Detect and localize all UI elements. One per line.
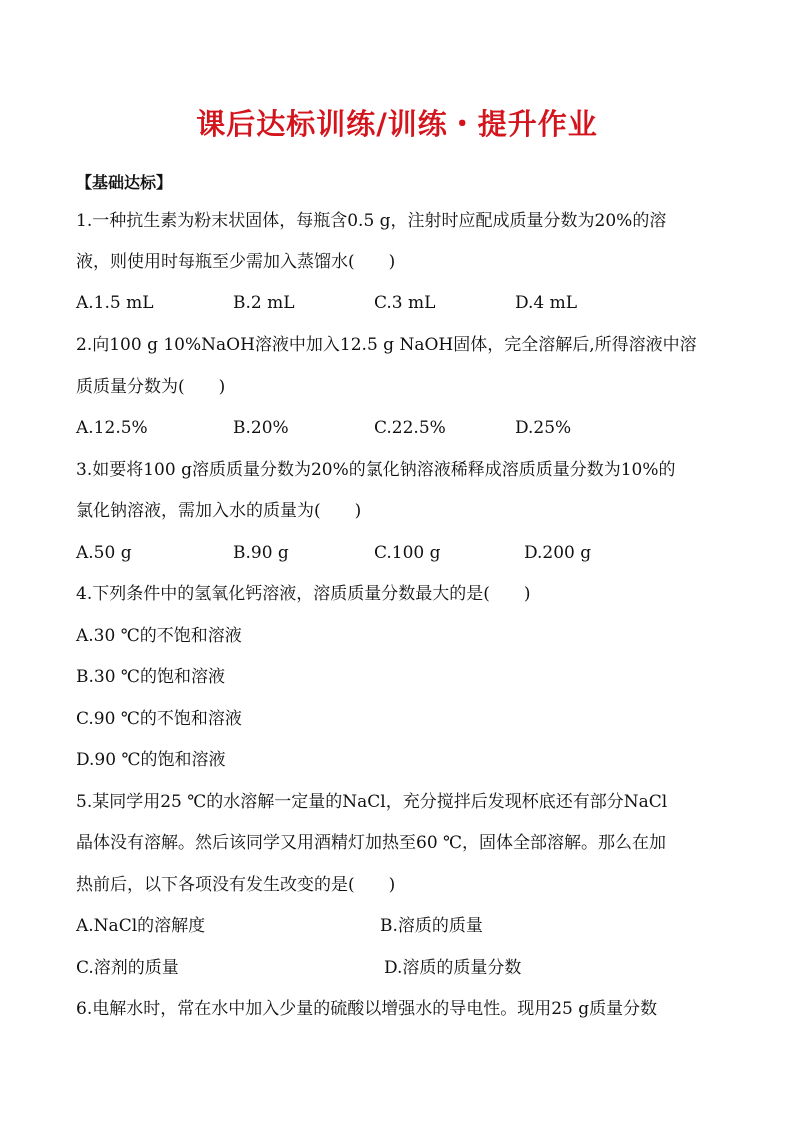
q4-option-c: C.90 ℃的不饱和溶液 [76, 709, 242, 729]
q4-option-d: D.90 ℃的饱和溶液 [76, 750, 226, 770]
q2-option-a: A.12.5% [76, 418, 148, 438]
question-2-line-1: 2.向100 g 10%NaOH溶液中加入12.5 g NaOH固体，完全溶解后,所得溶液中溶 [76, 335, 697, 355]
q3-option-a: A.50 g [76, 543, 132, 563]
q2-option-c: C.22.5% [374, 418, 446, 438]
q3-option-c: C.100 g [374, 543, 441, 563]
page-title: 课后达标训练/训练・提升作业 [196, 107, 598, 141]
q3-option-b: B.90 g [233, 543, 289, 563]
q5-option-c: C.溶剂的质量 [76, 958, 179, 978]
q4-option-b: B.30 ℃的饱和溶液 [76, 667, 225, 687]
q2-option-b: B.20% [233, 418, 289, 438]
q5-option-a: A.NaCl的溶解度 [76, 916, 206, 936]
q1-option-c: C.3 mL [374, 293, 436, 313]
q5-option-b: B.溶质的质量 [380, 916, 483, 936]
q1-option-d: D.4 mL [515, 293, 578, 313]
question-6-line-1: 6.电解水时，常在水中加入少量的硫酸以增强水的导电性。现用25 g质量分数 [76, 999, 658, 1019]
question-1-line-2: 液，则使用时每瓶至少需加入蒸馏水( ) [76, 252, 396, 272]
question-5-line-3: 热前后，以下各项没有发生改变的是( ) [76, 875, 396, 895]
question-3-line-2: 氯化钠溶液，需加入水的质量为( ) [76, 501, 362, 521]
question-1-line-1: 1.一种抗生素为粉末状固体，每瓶含0.5 g，注射时应配成质量分数为20%的溶 [76, 211, 667, 231]
section-heading: 【基础达标】 [76, 173, 173, 192]
question-5-line-1: 5.某同学用25 ℃的水溶解一定量的NaCl，充分搅拌后发现杯底还有部分NaCl [76, 792, 668, 812]
q4-option-a: A.30 ℃的不饱和溶液 [76, 626, 242, 646]
q5-option-d: D.溶质的质量分数 [384, 958, 522, 978]
q1-option-a: A.1.5 mL [76, 293, 154, 313]
q2-option-d: D.25% [515, 418, 572, 438]
question-3-line-1: 3.如要将100 g溶质质量分数为20%的氯化钠溶液稀释成溶质质量分数为10%的 [76, 460, 676, 480]
question-4-line-1: 4.下列条件中的氢氧化钙溶液，溶质质量分数最大的是( ) [76, 584, 531, 604]
question-5-line-2: 晶体没有溶解。然后该同学又用酒精灯加热至60 ℃，固体全部溶解。那么在加 [76, 833, 667, 853]
q1-option-b: B.2 mL [233, 293, 295, 313]
q3-option-d: D.200 g [524, 543, 592, 563]
question-2-line-2: 质质量分数为( ) [76, 377, 226, 397]
